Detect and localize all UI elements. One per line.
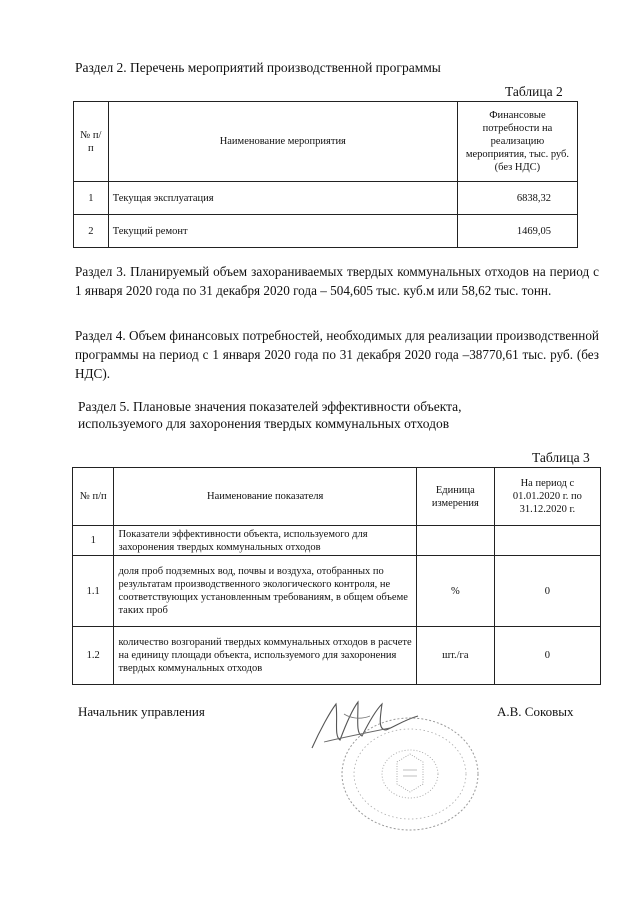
row-unit: % [416,556,494,627]
table-header-row [73,468,601,526]
header-finance: Финансовые потребности на реализацию мероприятия, тыс. руб. (без НДС) [457,102,577,182]
row-name: Показатели эффективности объекта, используемого для захоронения твердых коммунальных отходов [114,526,416,556]
table-2 [73,101,578,248]
section5-heading-line2: используемого для захоронения твердых коммунальных отходов [78,416,450,431]
row-num: 1.1 [73,556,114,627]
header-name: Наименование мероприятия [108,102,457,182]
table-row [73,526,601,556]
table-row [74,215,578,248]
signature-name: А.В. Соковых [497,704,574,719]
signature-position: Начальник управления [78,704,205,719]
section5-heading [78,398,462,432]
section2-heading: Раздел 2. Перечень мероприятий производственной программы [75,60,441,75]
table-row [73,556,601,627]
row-value: 0 [494,556,600,627]
official-seal [335,712,485,837]
row-name: Текущая эксплуатация [108,182,457,215]
table3-label: Таблица 3 [532,450,590,465]
header-period: На период с 01.01.2020 г. по 31.12.2020 г. [494,468,600,526]
row-value: 1469,05 [457,215,577,248]
section3-text: Раздел 3. Планируемый объем захораниваемых твердых коммунальных отходов на период с 1 января 2020 года по 31 декабря 2020 года – 504,605 тыс. куб.м или 58,62 тыс. тонн. [75,264,599,298]
header-name: Наименование показателя [114,468,416,526]
table2-label: Таблица 2 [505,84,563,99]
row-num: 1.2 [73,627,114,685]
row-name: количество возгораний твердых коммунальных отходов в расчете на единицу площади объекта, используемого для захоронения твердых коммунальных отходов [114,627,416,685]
header-num: № п/п [73,468,114,526]
row-num: 1 [73,526,114,556]
row-num: 1 [74,182,109,215]
table-row [73,627,601,685]
row-name: доля проб подземных вод, почвы и воздуха, отобранных по результатам производственного экологического контроля, не соответствующих установленным требованиям, в общем объеме таких проб [114,556,416,627]
table-header-row [74,102,578,182]
row-value: 0 [494,627,600,685]
row-num: 2 [74,215,109,248]
row-value [494,526,600,556]
row-unit [416,526,494,556]
section4-text: Раздел 4. Объем финансовых потребностей, необходимых для реализации производственной программы на период с 1 января 2020 года по 31 декабря 2020 года –38770,61 тыс. руб. (без НДС). [75,328,599,381]
header-unit: Единица измерения [416,468,494,526]
row-unit: шт./га [416,627,494,685]
section5-heading-line1: Раздел 5. Плановые значения показателей эффективности объекта, [78,399,462,414]
header-num: № п/п [74,102,109,182]
row-name: Текущий ремонт [108,215,457,248]
table-row [74,182,578,215]
row-value: 6838,32 [457,182,577,215]
table-3 [72,467,601,685]
